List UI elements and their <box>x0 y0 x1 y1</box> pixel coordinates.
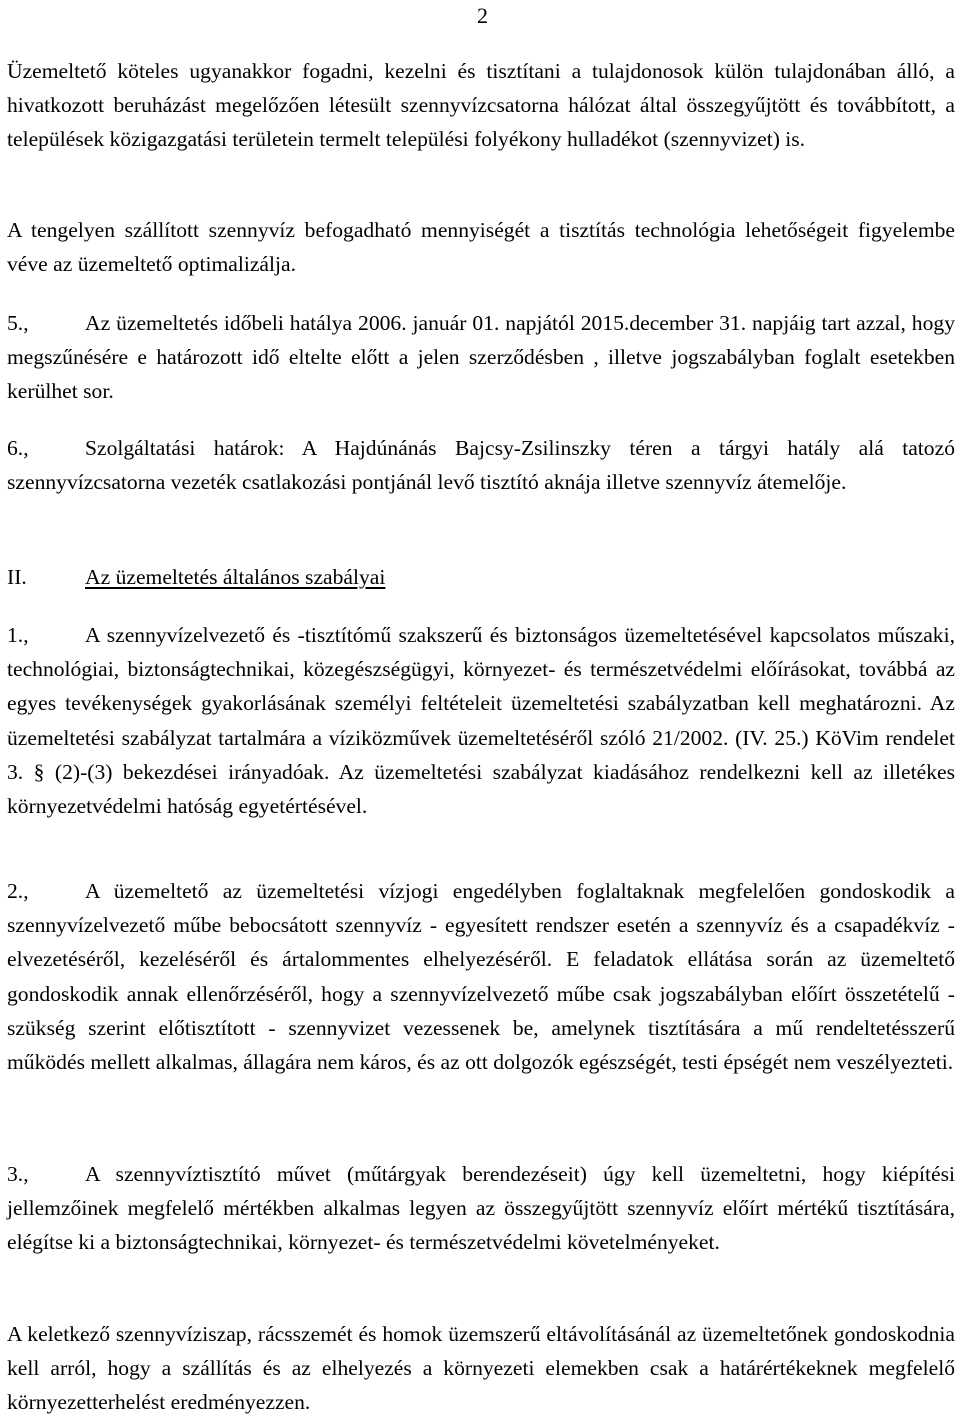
paragraph-capacity-optimization: A tengelyen szállított szennyvíz befogadható mennyiségét a tisztítás technológia lehetőségeit figyelembe véve az üzemeltető optimalizálja. <box>7 218 955 277</box>
paragraph-sludge-removal: A keletkező szennyvíziszap, rácsszemét és homok üzemszerű eltávolításánál az üzemeltetőnek gondoskodnia kell arról, hogy a szállítás és az elhelyezés a környezeti elemekben csak a határértékeknek megfelelő környezetterhelést eredményezzen. <box>7 1322 955 1415</box>
paragraph-operating-rules: 1., A szennyvízelvezető és -tisztítómű szakszerű és biztonságos üzemeltetésével kapcsolatos műszaki, technológiai, biztonságtechnikai, közegészségügyi, környezet- és természetvédelmi előírásokat, továbbá az egyes tevékenységek gyakorlásának személyi feltételeit üzemeltetési szabályzatban kell meghatározni. Az üzemeltetési szabályzat tartalmára a víziközművek üzemeltetéséről szóló 21/2002. (IV. 25.) KöVim rendelet 3. § (2)-(3) bekezdései irányadóak. Az üzemeltetési szabályzat kiadásához rendelkezni kell az illetékes környezetvédelmi hatóság egyetértésével. <box>7 618 955 823</box>
paragraph-operator-obligation: Üzemeltető köteles ugyanakkor fogadni, kezelni és tisztítani a tulajdonosok külön tulajdonában álló, a hivatkozott beruházást megelőzően létesült szennyvízcsatorna hálózat által összegyűjtött és továbbított, a települések közigazgatási területein termelt települési folyékony hulladékot (szennyvizet) is. <box>7 59 955 152</box>
item-number: 1., <box>7 623 29 647</box>
paragraph-validity-period: 5., Az üzemeltetés időbeli hatálya 2006. január 01. napjától 2015.december 31. napjáig tart azzal, hogy megszűnésére e határozott idő eltelte előtt a jelen szerződésben , illetve jogszabályban foglalt esetekben kerülhet sor. <box>7 306 955 409</box>
section-heading <box>7 560 385 594</box>
item-number: 3., <box>7 1162 29 1186</box>
item-number: 5., <box>7 311 29 335</box>
paragraph-wastewater-handling: 2., A üzemeltető az üzemeltetési vízjogi engedélyben foglaltaknak megfelelően gondoskodik a szennyvízelvezető műbe bebocsátott szennyvíz - egyesített rendszer esetén a szennyvíz és a csapadékvíz - elvezetéséről, kezeléséről és ártalommentes elhelyezéséről. E feladatok ellátása során az üzemeltető gondoskodik annak ellenőrzéséről, hogy a szennyvízelvezető műbe csak jogszabályban előírt összetételű - szükség szerint előtisztított - szennyvizet vezessenek be, amelynek tisztítására a mű rendeltetésszerű működés mellett alkalmas, állagára nem káros, és az ott dolgozók egészségét, testi épségét nem veszélyezteti. <box>7 874 955 1079</box>
section-title: Az üzemeltetés általános szabályai <box>85 565 386 589</box>
paragraph-service-boundaries: 6., Szolgáltatási határok: A Hajdúnánás Bajcsy-Zsilinszky téren a tárgyi hatály alá tatozó szennyvízcsatorna vezeték csatlakozási pontjánál levő tisztító aknája illetve szennyvíz átemelője. <box>7 431 955 499</box>
item-number: 2., <box>7 879 29 903</box>
section-number: II. <box>7 565 27 589</box>
paragraph-treatment-plant: 3., A szennyvíztisztító művet (műtárgyak berendezéseit) úgy kell üzemeltetni, hogy kiépítési jellemzőinek megfelelő mértékben alkalmas legyen az összegyűjtött szennyvíz előírt mértékű tisztítására, elégítse ki a biztonságtechnikai, környezet- és természetvédelmi követelményeket. <box>7 1157 955 1260</box>
page-number: 2 <box>477 3 488 28</box>
item-number: 6., <box>7 436 29 460</box>
